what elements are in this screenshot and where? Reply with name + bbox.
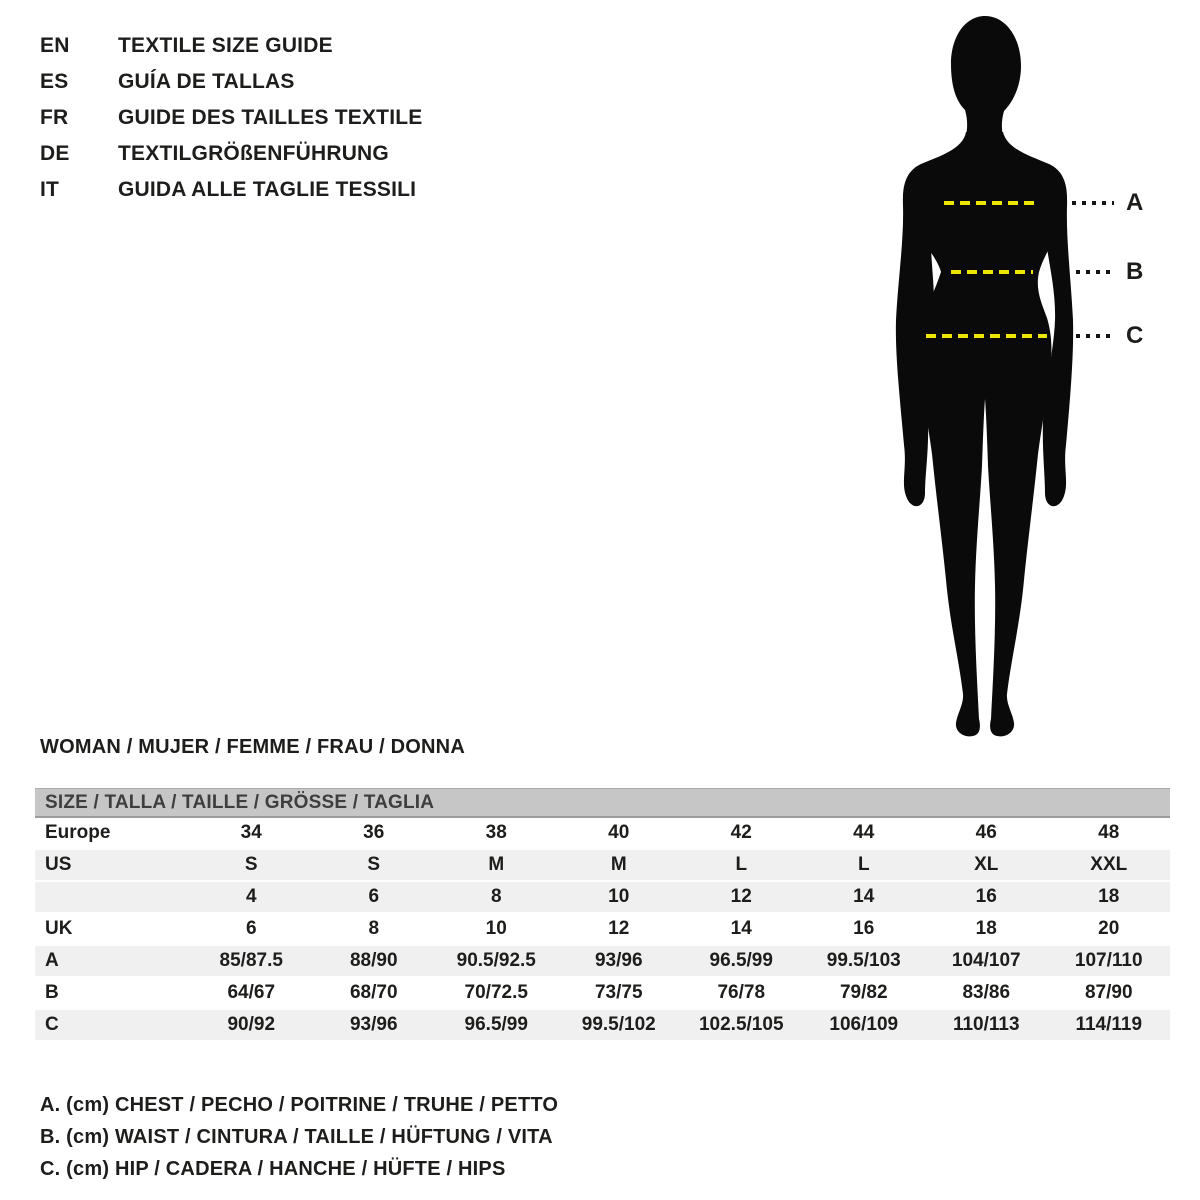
language-code: EN: [40, 34, 70, 57]
table-cell: L: [735, 854, 748, 875]
table-cell: 14: [730, 918, 752, 939]
table-cell: 93/96: [594, 950, 643, 971]
guide-title: TEXTILE SIZE GUIDE: [118, 34, 333, 57]
table-cell: 79/82: [839, 982, 888, 1003]
table-cell: 14: [853, 886, 875, 907]
language-row: [40, 136, 422, 172]
marker-label-hip: C: [1126, 322, 1144, 349]
table-cell: 93/96: [349, 1014, 398, 1035]
table-cell: S: [244, 854, 258, 875]
language-code: DE: [40, 142, 70, 165]
table-cell: 10: [608, 886, 630, 907]
table-cell: XL: [974, 854, 999, 875]
guide-title: GUÍA DE TALLAS: [118, 70, 295, 93]
measurement-legend: [40, 1090, 558, 1186]
table-row: [35, 978, 1170, 1010]
legend-hip: C. (cm) HIP / CADERA / HANCHE / HÜFTE / HIPS: [40, 1158, 506, 1180]
marker-label-chest: A: [1126, 189, 1144, 216]
table-cell: M: [488, 854, 505, 875]
table-cell: 99.5/102: [581, 1014, 656, 1035]
woman-silhouette-figure: [870, 0, 1190, 760]
table-row: [35, 818, 1170, 850]
table-cell: 64/67: [227, 982, 276, 1003]
table-cell: 68/70: [349, 982, 398, 1003]
language-row: [40, 100, 422, 136]
table-cell: 36: [363, 822, 385, 843]
marker-label-waist: B: [1126, 258, 1144, 285]
table-cell: 90/92: [227, 1014, 276, 1035]
table-cell: 18: [975, 918, 997, 939]
size-table: [35, 788, 1170, 1042]
language-code: IT: [40, 178, 60, 201]
table-cell: 16: [975, 886, 997, 907]
table-cell: 44: [853, 822, 875, 843]
table-cell: 85/87.5: [219, 950, 283, 971]
table-cell: 48: [1098, 822, 1120, 843]
table-cell: 46: [975, 822, 997, 843]
size-table-body: [35, 818, 1170, 1042]
language-row: [40, 28, 422, 64]
table-cell: 96.5/99: [464, 1014, 528, 1035]
row-label: US: [45, 854, 72, 875]
table-cell: 83/86: [962, 982, 1011, 1003]
table-cell: 38: [485, 822, 507, 843]
table-row: [35, 882, 1170, 914]
guide-title: TEXTILGRÖßENFÜHRUNG: [118, 142, 389, 165]
table-cell: M: [610, 854, 627, 875]
language-row: [40, 64, 422, 100]
row-label: UK: [45, 918, 73, 939]
table-cell: 76/78: [717, 982, 766, 1003]
row-label: A: [45, 950, 59, 971]
language-row: [40, 172, 422, 208]
table-cell: 110/113: [952, 1014, 1020, 1035]
table-cell: 12: [608, 918, 630, 939]
table-cell: 6: [368, 886, 380, 907]
table-cell: 34: [240, 822, 262, 843]
table-cell: 40: [608, 822, 630, 843]
row-label: B: [45, 982, 59, 1003]
table-row: [35, 850, 1170, 882]
language-title-list: [40, 28, 422, 208]
size-table-header: SIZE / TALLA / TAILLE / GRÖSSE / TAGLIA: [35, 788, 1170, 818]
guide-title: GUIDE DES TAILLES TEXTILE: [118, 106, 423, 129]
table-cell: 42: [730, 822, 752, 843]
table-cell: 73/75: [594, 982, 643, 1003]
table-cell: 102.5/105: [698, 1014, 784, 1035]
table-cell: 87/90: [1084, 982, 1133, 1003]
table-cell: XXL: [1090, 854, 1128, 875]
table-cell: 10: [485, 918, 507, 939]
table-cell: 12: [730, 886, 752, 907]
language-code: FR: [40, 106, 69, 129]
table-cell: 114/119: [1075, 1014, 1143, 1035]
table-cell: 88/90: [349, 950, 398, 971]
table-cell: 6: [245, 918, 257, 939]
silhouette-head: [951, 16, 1021, 143]
table-cell: 90.5/92.5: [456, 950, 536, 971]
table-row: [35, 946, 1170, 978]
table-cell: 8: [368, 918, 380, 939]
section-title: WOMAN / MUJER / FEMME / FRAU / DONNA: [40, 736, 465, 758]
table-cell: 106/109: [829, 1014, 899, 1035]
table-cell: 96.5/99: [709, 950, 773, 971]
table-cell: 107/110: [1074, 950, 1143, 971]
row-label: C: [45, 1014, 59, 1035]
table-row: [35, 1010, 1170, 1042]
table-cell: 99.5/103: [826, 950, 901, 971]
table-cell: 16: [853, 918, 875, 939]
table-cell: 4: [245, 886, 257, 907]
table-cell: 20: [1098, 918, 1120, 939]
table-cell: S: [367, 854, 381, 875]
row-label: Europe: [45, 822, 111, 843]
legend-waist: B. (cm) WAIST / CINTURA / TAILLE / HÜFTUNG / VITA: [40, 1126, 553, 1148]
table-cell: 18: [1098, 886, 1120, 907]
guide-title: GUIDA ALLE TAGLIE TESSILI: [118, 178, 417, 201]
legend-chest: A. (cm) CHEST / PECHO / POITRINE / TRUHE / PETTO: [40, 1094, 559, 1116]
table-row: [35, 914, 1170, 946]
table-cell: 104/107: [951, 950, 1021, 971]
table-cell: 70/72.5: [464, 982, 528, 1003]
table-cell: L: [857, 854, 870, 875]
language-code: ES: [40, 70, 69, 93]
table-cell: 8: [490, 886, 502, 907]
